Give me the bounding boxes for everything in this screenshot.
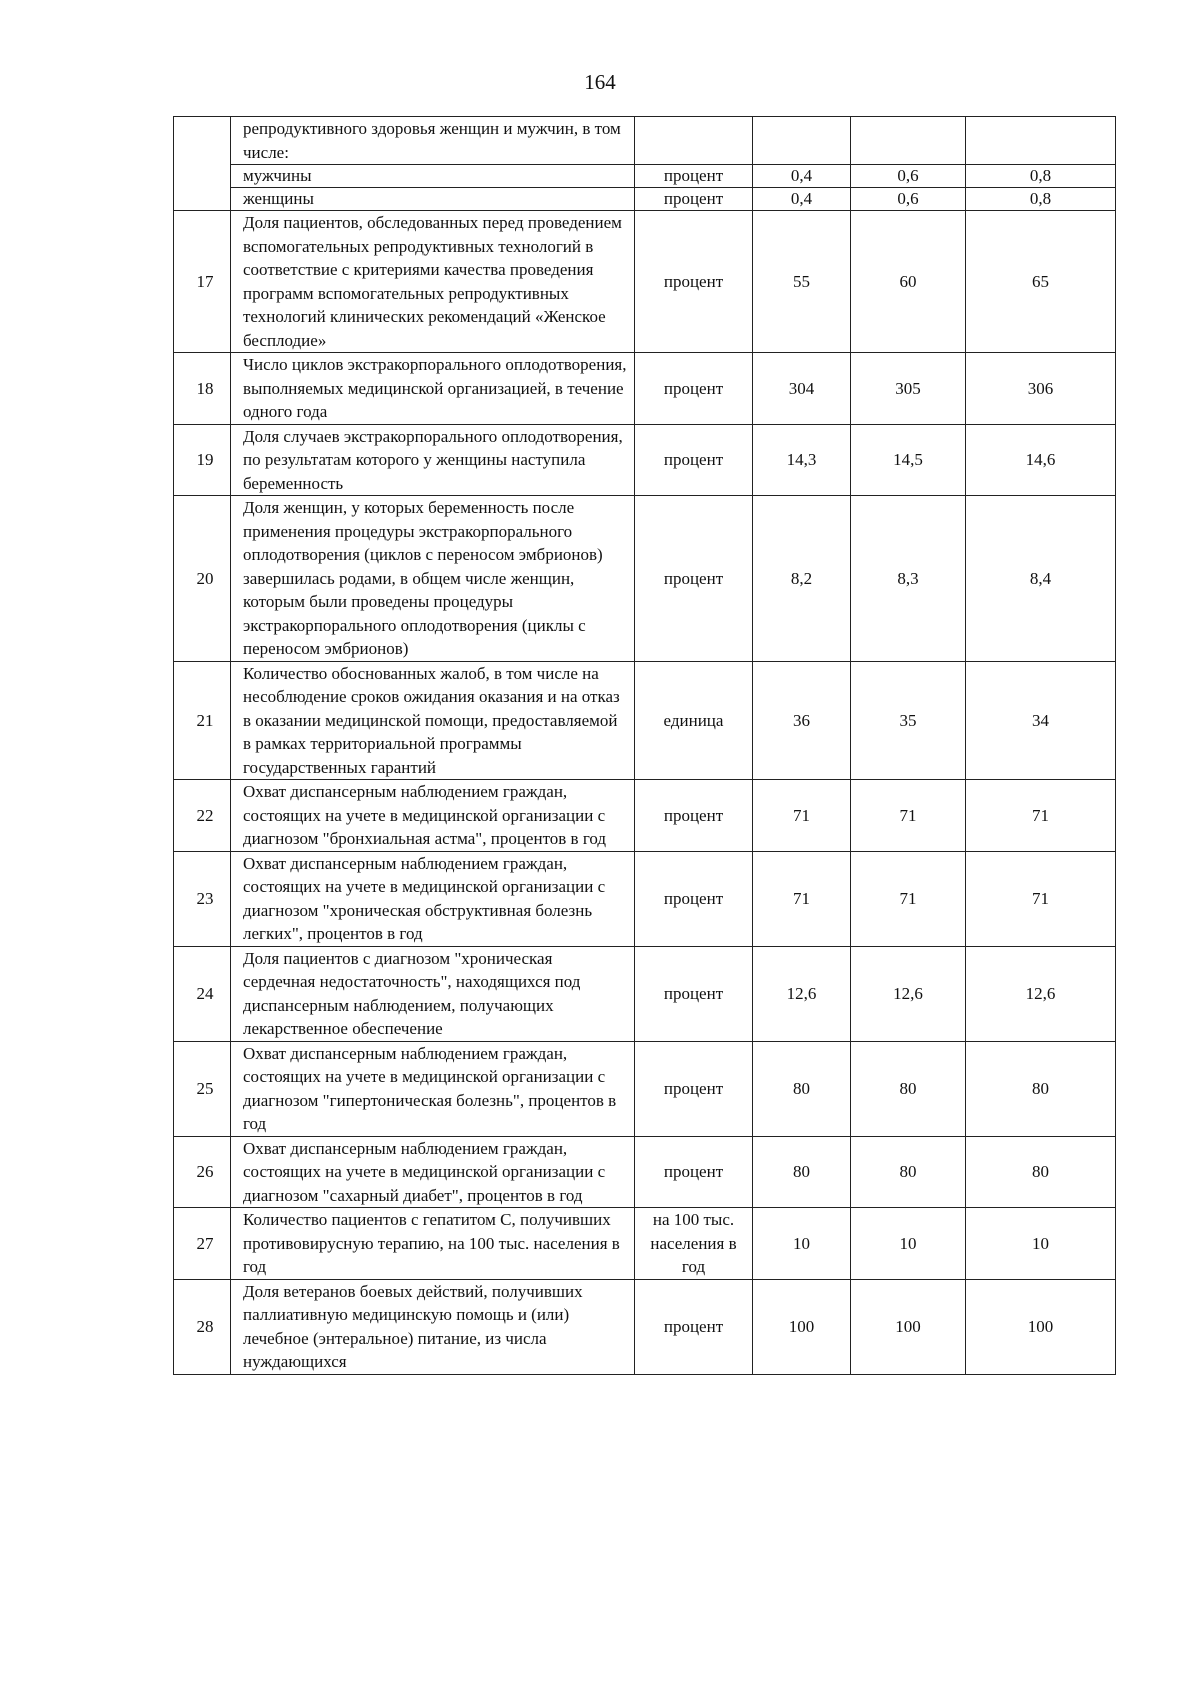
row-unit: единица [635,661,753,780]
row-description: Охват диспансерным наблюдением граждан, состоящих на учете в медицинской организации с диагнозом "гипертоническая болезнь", процентов в год [231,1041,635,1136]
row-unit: процент [635,780,753,852]
row-unit [635,117,753,165]
row-value-2: 8,3 [851,496,966,662]
subrow-unit: процент [635,165,753,188]
row-value-2 [851,117,966,165]
table-row [174,851,1116,946]
row-value-2: 80 [851,1041,966,1136]
subrow-unit: процент [635,188,753,211]
row-number: 24 [174,946,231,1041]
row-value-1: 55 [753,211,851,353]
row-number: 28 [174,1279,231,1374]
row-description: Число циклов экстракорпорального оплодотворения, выполняемых медицинской организацией, в течение одного года [231,353,635,425]
subrow-value-1: 0,4 [753,188,851,211]
table-row-subrow [174,165,1116,188]
row-value-3: 14,6 [966,424,1116,496]
row-value-1: 304 [753,353,851,425]
row-value-1 [753,117,851,165]
row-description: Охват диспансерным наблюдением граждан, состоящих на учете в медицинской организации с диагнозом "хроническая обструктивная болезнь легких", процентов в год [231,851,635,946]
row-description: Количество пациентов с гепатитом С, получивших противовирусную терапию, на 100 тыс. населения в год [231,1208,635,1280]
row-description: Доля пациентов с диагнозом "хроническая сердечная недостаточность", находящихся под диспансерным наблюдением, получающих лекарственное обеспечение [231,946,635,1041]
page-number: 164 [584,70,616,94]
row-unit: процент [635,851,753,946]
row-value-3: 71 [966,780,1116,852]
row-value-2: 10 [851,1208,966,1280]
row-unit: процент [635,353,753,425]
table-row [174,1136,1116,1208]
subrow-value-3: 0,8 [966,188,1116,211]
row-number: 23 [174,851,231,946]
table-row [174,946,1116,1041]
row-number: 25 [174,1041,231,1136]
subrow-value-3: 0,8 [966,165,1116,188]
row-description: Доля женщин, у которых беременность после применения процедуры экстракорпорального оплодотворения (циклов с переносом эмбрионов) завершилась родами, в общем числе женщин, которым были проведены процедуры экстракорпорального оплодотворения (циклы с переносом эмбрионов) [231,496,635,662]
row-value-3 [966,117,1116,165]
row-unit: процент [635,496,753,662]
row-value-3: 12,6 [966,946,1116,1041]
table-row [174,211,1116,353]
row-value-1: 100 [753,1279,851,1374]
row-value-1: 36 [753,661,851,780]
indicators-table-body [174,117,1116,1375]
row-value-3: 8,4 [966,496,1116,662]
row-unit: процент [635,1279,753,1374]
subrow-value-1: 0,4 [753,165,851,188]
row-value-2: 71 [851,780,966,852]
table-row [174,353,1116,425]
row-value-2: 100 [851,1279,966,1374]
row-value-2: 12,6 [851,946,966,1041]
row-number: 22 [174,780,231,852]
row-unit: процент [635,1136,753,1208]
subrow-label: мужчины [231,165,635,188]
row-value-3: 306 [966,353,1116,425]
table-row [174,424,1116,496]
row-unit: на 100 тыс. населения в год [635,1208,753,1280]
subrow-value-2: 0,6 [851,188,966,211]
indicators-table [173,116,1116,1375]
row-unit: процент [635,211,753,353]
row-value-2: 305 [851,353,966,425]
row-value-3: 80 [966,1041,1116,1136]
row-unit: процент [635,424,753,496]
row-number: 26 [174,1136,231,1208]
row-unit: процент [635,1041,753,1136]
row-value-2: 14,5 [851,424,966,496]
row-number: 17 [174,211,231,353]
row-description: Доля случаев экстракорпорального оплодотворения, по результатам которого у женщины наступила беременность [231,424,635,496]
table-row [174,1041,1116,1136]
row-value-1: 14,3 [753,424,851,496]
row-value-3: 34 [966,661,1116,780]
row-value-1: 71 [753,851,851,946]
subrow-label: женщины [231,188,635,211]
row-description: Доля пациентов, обследованных перед проведением вспомогательных репродуктивных технологий в соответствие с критериями качества проведения программ вспомогательных репродуктивных технологий клинических рекомендаций «Женское бесплодие» [231,211,635,353]
row-value-2: 35 [851,661,966,780]
row-value-1: 8,2 [753,496,851,662]
table-row-subrow [174,188,1116,211]
row-number: 21 [174,661,231,780]
row-value-1: 10 [753,1208,851,1280]
row-value-1: 80 [753,1041,851,1136]
row-number: 27 [174,1208,231,1280]
row-value-1: 71 [753,780,851,852]
table-row [174,496,1116,662]
row-value-3: 100 [966,1279,1116,1374]
table-row [174,1208,1116,1280]
row-description: репродуктивного здоровья женщин и мужчин, в том числе: [231,117,635,165]
row-value-2: 80 [851,1136,966,1208]
table-row-continuation [174,117,1116,165]
row-value-3: 71 [966,851,1116,946]
row-value-2: 60 [851,211,966,353]
row-value-1: 80 [753,1136,851,1208]
row-description: Охват диспансерным наблюдением граждан, состоящих на учете в медицинской организации с диагнозом "сахарный диабет", процентов в год [231,1136,635,1208]
subrow-value-2: 0,6 [851,165,966,188]
row-description: Количество обоснованных жалоб, в том числе на несоблюдение сроков ожидания оказания и на отказ в оказании медицинской помощи, предоставляемой в рамках территориальной программы государственных гарантий [231,661,635,780]
row-number: 20 [174,496,231,662]
table-row [174,661,1116,780]
row-value-3: 65 [966,211,1116,353]
table-row [174,780,1116,852]
row-unit: процент [635,946,753,1041]
row-description: Охват диспансерным наблюдением граждан, состоящих на учете в медицинской организации с диагнозом "бронхиальная астма", процентов в год [231,780,635,852]
row-value-3: 80 [966,1136,1116,1208]
row-value-2: 71 [851,851,966,946]
row-number: 18 [174,353,231,425]
row-number: 19 [174,424,231,496]
row-description: Доля ветеранов боевых действий, получивших паллиативную медицинскую помощь и (или) лечебное (энтеральное) питание, из числа нуждающихся [231,1279,635,1374]
row-value-3: 10 [966,1208,1116,1280]
row-value-1: 12,6 [753,946,851,1041]
row-number-cell [174,117,231,211]
table-row [174,1279,1116,1374]
